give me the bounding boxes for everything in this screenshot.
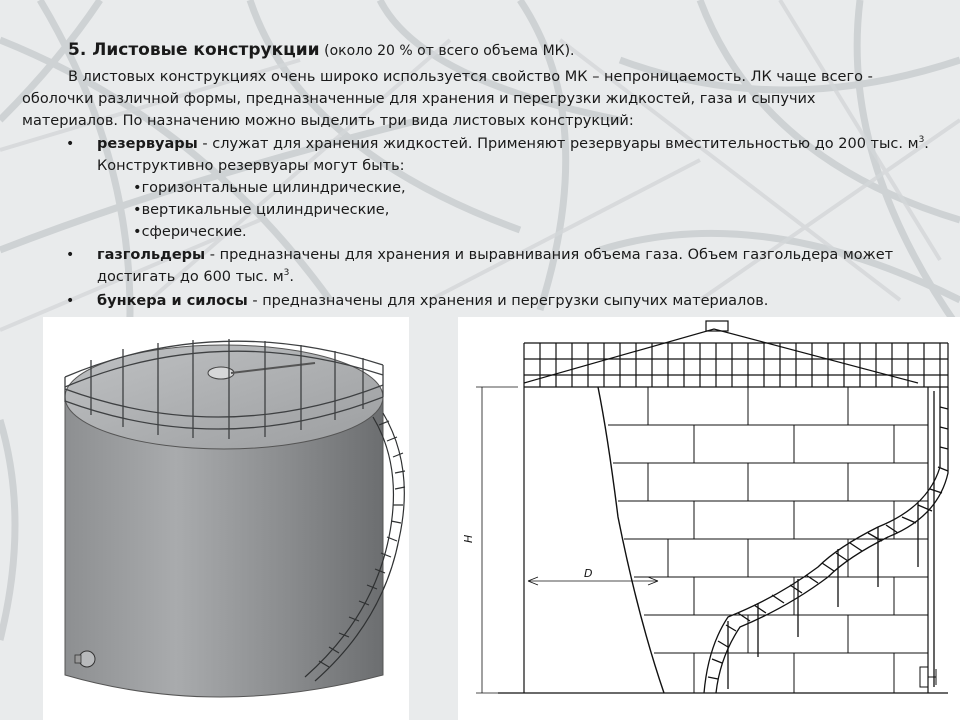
slide-title — [68, 39, 575, 62]
dimension-label-height: H — [462, 534, 475, 543]
tank-render-illustration — [43, 317, 409, 720]
bullet-bunkers — [97, 290, 768, 312]
bullet-term: резервуары — [97, 136, 198, 152]
subitem: •сферические. — [133, 224, 247, 240]
unit-superscript: 3 — [283, 268, 290, 279]
bullet-text: - предназначены для хранения и выравнивания объема газа. Объем газгольдера может — [205, 247, 894, 263]
subitem: •горизонтальные цилиндрические, — [133, 180, 406, 196]
dimension-label-diameter: D — [584, 567, 593, 580]
bullet-text: - предназначены для хранения и перегрузки сыпучих материалов. — [247, 293, 769, 309]
bullet-term: газгольдеры — [97, 247, 206, 263]
bullet-marker: • — [66, 136, 75, 152]
bullet-gasholders-line-2 — [97, 266, 294, 288]
bullet-text: достигать до 600 тыс. м — [97, 269, 284, 285]
bullet-reservoirs-line-2: Конструктивно резервуары могут быть: — [97, 158, 405, 174]
title-strong: 5. Листовые конструкции — [68, 40, 320, 60]
bullet-reservoirs — [97, 133, 929, 155]
bullet-term: бункера и силосы — [97, 293, 248, 309]
tank-elevation-drawing — [458, 317, 960, 720]
bullet-gasholders — [97, 244, 893, 266]
bullet-tail: . — [924, 136, 929, 152]
bullet-tail: . — [289, 269, 295, 285]
intro-line-2: оболочки различной формы, предназначенные для хранения и перегрузки жидкостей, газа и сыпучих — [22, 91, 816, 107]
tank-drawing-image — [458, 317, 960, 720]
intro-line-3: материалов. По назначению можно выделить три вида листовых конструкций: — [22, 113, 634, 129]
bullet-marker: • — [66, 247, 75, 263]
intro-line-1: В листовых конструкциях очень широко используется свойство МК – непроницаемость. ЛК чаще всего - — [68, 69, 873, 85]
unit-superscript: 3 — [918, 135, 925, 146]
subitem: •вертикальные цилиндрические, — [133, 202, 390, 218]
subitem-text: сферические. — [141, 224, 247, 240]
bullet-marker: • — [66, 293, 75, 309]
title-note: (около 20 % от всего объема МК). — [324, 43, 575, 59]
subitem-text: горизонтальные цилиндрические, — [141, 180, 406, 196]
tank-render-image — [43, 317, 409, 720]
subitem-text: вертикальные цилиндрические, — [141, 202, 390, 218]
bullet-text: - служат для хранения жидкостей. Применяют резервуары вместительностью до 200 тыс. м — [197, 136, 919, 152]
